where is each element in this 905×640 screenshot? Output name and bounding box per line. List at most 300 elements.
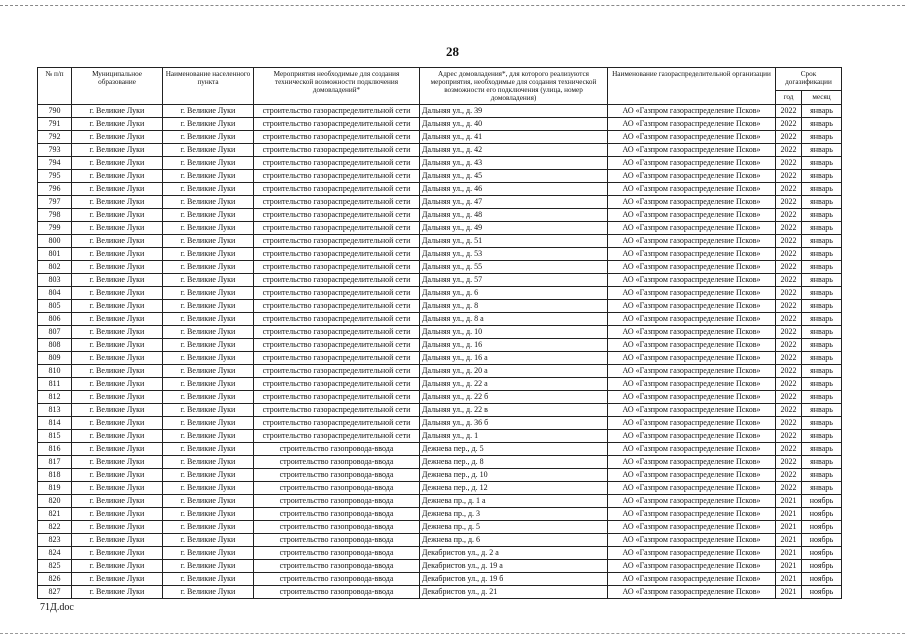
cell-organization: АО «Газпром газораспределение Псков» (608, 404, 776, 417)
cell-month: ноябрь (802, 547, 842, 560)
cell-year: 2022 (776, 482, 802, 495)
cell-settlement: г. Великие Луки (163, 235, 254, 248)
table-row (38, 105, 842, 118)
cell-year: 2022 (776, 222, 802, 235)
cell-organization: АО «Газпром газораспределение Псков» (608, 378, 776, 391)
cell-address: Дальняя ул., д. 42 (420, 144, 608, 157)
cell-municipality: г. Великие Луки (72, 547, 163, 560)
cell-year: 2021 (776, 521, 802, 534)
cell-organization: АО «Газпром газораспределение Псков» (608, 469, 776, 482)
cell-address: Дальняя ул., д. 48 (420, 209, 608, 222)
cell-measure: строительство газопровода-ввода (254, 482, 420, 495)
cell-organization: АО «Газпром газораспределение Псков» (608, 547, 776, 560)
table-row (38, 547, 842, 560)
table-row (38, 352, 842, 365)
cell-month: январь (802, 287, 842, 300)
table-row (38, 196, 842, 209)
cell-measure: строительство газораспределительной сети (254, 144, 420, 157)
gasification-table (37, 67, 842, 599)
cell-month: январь (802, 482, 842, 495)
cell-address: Дальняя ул., д. 22 б (420, 391, 608, 404)
table-row (38, 261, 842, 274)
cell-num: 790 (38, 105, 72, 118)
cell-year: 2022 (776, 196, 802, 209)
cell-year: 2022 (776, 352, 802, 365)
table-row (38, 118, 842, 131)
cell-month: январь (802, 391, 842, 404)
cell-measure: строительство газораспределительной сети (254, 417, 420, 430)
cell-settlement: г. Великие Луки (163, 105, 254, 118)
cell-organization: АО «Газпром газораспределение Псков» (608, 391, 776, 404)
header-term: Срок догазификации (776, 68, 842, 91)
cell-measure: строительство газораспределительной сети (254, 209, 420, 222)
cell-measure: строительство газораспределительной сети (254, 339, 420, 352)
cell-month: январь (802, 118, 842, 131)
cell-settlement: г. Великие Луки (163, 404, 254, 417)
cell-organization: АО «Газпром газораспределение Псков» (608, 287, 776, 300)
table-row (38, 300, 842, 313)
header-num: № п/п (38, 68, 72, 105)
table-row (38, 248, 842, 261)
cell-organization: АО «Газпром газораспределение Псков» (608, 365, 776, 378)
cell-num: 799 (38, 222, 72, 235)
cell-year: 2022 (776, 443, 802, 456)
cell-num: 812 (38, 391, 72, 404)
cell-num: 825 (38, 560, 72, 573)
cell-month: ноябрь (802, 495, 842, 508)
cell-municipality: г. Великие Луки (72, 560, 163, 573)
table-row (38, 222, 842, 235)
cell-municipality: г. Великие Луки (72, 222, 163, 235)
cell-organization: АО «Газпром газораспределение Псков» (608, 508, 776, 521)
cell-measure: строительство газораспределительной сети (254, 170, 420, 183)
table-row (38, 326, 842, 339)
cell-organization: АО «Газпром газораспределение Псков» (608, 573, 776, 586)
table-row (38, 274, 842, 287)
header-row (38, 68, 842, 91)
cell-municipality: г. Великие Луки (72, 105, 163, 118)
cell-address: Дальняя ул., д. 16 (420, 339, 608, 352)
table-row (38, 521, 842, 534)
cell-num: 804 (38, 287, 72, 300)
cell-municipality: г. Великие Луки (72, 404, 163, 417)
cell-month: январь (802, 352, 842, 365)
cell-settlement: г. Великие Луки (163, 482, 254, 495)
table-row (38, 378, 842, 391)
cell-month: январь (802, 274, 842, 287)
cell-municipality: г. Великие Луки (72, 261, 163, 274)
cell-municipality: г. Великие Луки (72, 274, 163, 287)
cell-measure: строительство газопровода-ввода (254, 586, 420, 599)
cell-address: Дальняя ул., д. 8 а (420, 313, 608, 326)
header-month: месяц (802, 90, 842, 104)
cell-num: 826 (38, 573, 72, 586)
cell-municipality: г. Великие Луки (72, 417, 163, 430)
cell-year: 2022 (776, 313, 802, 326)
table-row (38, 573, 842, 586)
cell-month: январь (802, 313, 842, 326)
cell-municipality: г. Великие Луки (72, 430, 163, 443)
table-row (38, 508, 842, 521)
table-row (38, 430, 842, 443)
cell-num: 821 (38, 508, 72, 521)
cell-organization: АО «Газпром газораспределение Псков» (608, 144, 776, 157)
cell-settlement: г. Великие Луки (163, 521, 254, 534)
cell-year: 2022 (776, 131, 802, 144)
cell-settlement: г. Великие Луки (163, 469, 254, 482)
table-row (38, 391, 842, 404)
cell-measure: строительство газораспределительной сети (254, 118, 420, 131)
cell-settlement: г. Великие Луки (163, 183, 254, 196)
cell-month: январь (802, 261, 842, 274)
cell-municipality: г. Великие Луки (72, 183, 163, 196)
cell-municipality: г. Великие Луки (72, 170, 163, 183)
cell-settlement: г. Великие Луки (163, 248, 254, 261)
cell-measure: строительство газопровода-ввода (254, 521, 420, 534)
header-year: год (776, 90, 802, 104)
cell-municipality: г. Великие Луки (72, 287, 163, 300)
table-row (38, 235, 842, 248)
cell-organization: АО «Газпром газораспределение Псков» (608, 313, 776, 326)
cell-settlement: г. Великие Луки (163, 339, 254, 352)
cell-measure: строительство газораспределительной сети (254, 404, 420, 417)
cell-year: 2022 (776, 183, 802, 196)
cell-month: ноябрь (802, 586, 842, 599)
cell-municipality: г. Великие Луки (72, 339, 163, 352)
cell-num: 817 (38, 456, 72, 469)
cell-measure: строительство газораспределительной сети (254, 105, 420, 118)
cell-settlement: г. Великие Луки (163, 560, 254, 573)
cell-address: Декабристов ул., д. 21 (420, 586, 608, 599)
cell-organization: АО «Газпром газораспределение Псков» (608, 521, 776, 534)
cell-address: Декабристов ул., д. 19 б (420, 573, 608, 586)
table-row (38, 482, 842, 495)
cell-measure: строительство газораспределительной сети (254, 131, 420, 144)
cell-organization: АО «Газпром газораспределение Псков» (608, 560, 776, 573)
cell-year: 2022 (776, 209, 802, 222)
cell-month: ноябрь (802, 534, 842, 547)
cell-settlement: г. Великие Луки (163, 144, 254, 157)
page-number: 28 (446, 44, 459, 59)
cell-measure: строительство газораспределительной сети (254, 326, 420, 339)
cell-municipality: г. Великие Луки (72, 365, 163, 378)
header-settlement: Наименование населенного пункта (163, 68, 254, 105)
cell-month: январь (802, 456, 842, 469)
cell-address: Дежнева пер., д. 8 (420, 456, 608, 469)
table-row (38, 456, 842, 469)
cell-num: 805 (38, 300, 72, 313)
cell-organization: АО «Газпром газораспределение Псков» (608, 456, 776, 469)
cell-month: январь (802, 365, 842, 378)
cell-organization: АО «Газпром газораспределение Псков» (608, 209, 776, 222)
cell-address: Дальняя ул., д. 22 в (420, 404, 608, 417)
table-row (38, 404, 842, 417)
table-row (38, 495, 842, 508)
cell-organization: АО «Газпром газораспределение Псков» (608, 222, 776, 235)
cell-num: 814 (38, 417, 72, 430)
cell-municipality: г. Великие Луки (72, 235, 163, 248)
cell-municipality: г. Великие Луки (72, 495, 163, 508)
cell-measure: строительство газопровода-ввода (254, 508, 420, 521)
cell-measure: строительство газораспределительной сети (254, 287, 420, 300)
cell-year: 2022 (776, 105, 802, 118)
cell-num: 792 (38, 131, 72, 144)
cell-measure: строительство газопровода-ввода (254, 560, 420, 573)
cell-num: 811 (38, 378, 72, 391)
cell-measure: строительство газораспределительной сети (254, 196, 420, 209)
cell-settlement: г. Великие Луки (163, 274, 254, 287)
cell-measure: строительство газопровода-ввода (254, 469, 420, 482)
cell-num: 827 (38, 586, 72, 599)
cell-month: январь (802, 300, 842, 313)
cell-num: 813 (38, 404, 72, 417)
cell-municipality: г. Великие Луки (72, 196, 163, 209)
table-row (38, 144, 842, 157)
cell-municipality: г. Великие Луки (72, 378, 163, 391)
cell-organization: АО «Газпром газораспределение Псков» (608, 482, 776, 495)
cell-address: Дальняя ул., д. 47 (420, 196, 608, 209)
cell-year: 2022 (776, 144, 802, 157)
cell-num: 818 (38, 469, 72, 482)
cell-municipality: г. Великие Луки (72, 248, 163, 261)
cell-settlement: г. Великие Луки (163, 508, 254, 521)
cell-year: 2021 (776, 534, 802, 547)
cell-num: 822 (38, 521, 72, 534)
cell-settlement: г. Великие Луки (163, 534, 254, 547)
cell-organization: АО «Газпром газораспределение Псков» (608, 326, 776, 339)
cell-settlement: г. Великие Луки (163, 313, 254, 326)
cell-address: Дальняя ул., д. 20 а (420, 365, 608, 378)
cell-year: 2022 (776, 118, 802, 131)
cell-month: январь (802, 170, 842, 183)
cell-year: 2022 (776, 170, 802, 183)
cell-settlement: г. Великие Луки (163, 586, 254, 599)
cell-organization: АО «Газпром газораспределение Псков» (608, 157, 776, 170)
table-row (38, 131, 842, 144)
cell-year: 2022 (776, 378, 802, 391)
table-row (38, 560, 842, 573)
cell-organization: АО «Газпром газораспределение Псков» (608, 183, 776, 196)
cell-settlement: г. Великие Луки (163, 547, 254, 560)
cell-num: 802 (38, 261, 72, 274)
cell-organization: АО «Газпром газораспределение Псков» (608, 339, 776, 352)
cell-settlement: г. Великие Луки (163, 131, 254, 144)
cell-organization: АО «Газпром газораспределение Псков» (608, 261, 776, 274)
cell-num: 808 (38, 339, 72, 352)
cell-settlement: г. Великие Луки (163, 118, 254, 131)
cell-settlement: г. Великие Луки (163, 417, 254, 430)
cell-measure: строительство газораспределительной сети (254, 313, 420, 326)
cell-year: 2022 (776, 274, 802, 287)
cell-num: 796 (38, 183, 72, 196)
cell-municipality: г. Великие Луки (72, 118, 163, 131)
cell-year: 2022 (776, 456, 802, 469)
cell-address: Дальняя ул., д. 43 (420, 157, 608, 170)
cell-municipality: г. Великие Луки (72, 300, 163, 313)
cell-year: 2022 (776, 326, 802, 339)
cell-year: 2021 (776, 586, 802, 599)
cell-address: Декабристов ул., д. 2 а (420, 547, 608, 560)
cell-municipality: г. Великие Луки (72, 586, 163, 599)
cell-year: 2022 (776, 391, 802, 404)
cell-address: Дежнева пер., д. 12 (420, 482, 608, 495)
cell-settlement: г. Великие Луки (163, 430, 254, 443)
cell-month: январь (802, 378, 842, 391)
cell-year: 2022 (776, 248, 802, 261)
cell-measure: строительство газораспределительной сети (254, 352, 420, 365)
cell-year: 2022 (776, 417, 802, 430)
cell-settlement: г. Великие Луки (163, 300, 254, 313)
cell-month: январь (802, 404, 842, 417)
cell-month: ноябрь (802, 573, 842, 586)
cell-num: 794 (38, 157, 72, 170)
cell-organization: АО «Газпром газораспределение Псков» (608, 586, 776, 599)
cell-municipality: г. Великие Луки (72, 469, 163, 482)
cell-organization: АО «Газпром газораспределение Псков» (608, 443, 776, 456)
cell-address: Дальняя ул., д. 39 (420, 105, 608, 118)
cell-year: 2021 (776, 547, 802, 560)
cell-year: 2022 (776, 300, 802, 313)
cell-measure: строительство газораспределительной сети (254, 430, 420, 443)
cell-measure: строительство газораспределительной сети (254, 274, 420, 287)
cell-month: январь (802, 339, 842, 352)
cell-year: 2022 (776, 235, 802, 248)
cell-num: 809 (38, 352, 72, 365)
cell-year: 2022 (776, 469, 802, 482)
cell-address: Дальняя ул., д. 51 (420, 235, 608, 248)
cell-organization: АО «Газпром газораспределение Псков» (608, 248, 776, 261)
scan-edge-top (0, 0, 905, 6)
cell-address: Дежнева пер., д. 5 (420, 443, 608, 456)
cell-measure: строительство газопровода-ввода (254, 443, 420, 456)
cell-municipality: г. Великие Луки (72, 508, 163, 521)
cell-address: Дальняя ул., д. 10 (420, 326, 608, 339)
cell-year: 2022 (776, 287, 802, 300)
cell-address: Дальняя ул., д. 36 б (420, 417, 608, 430)
cell-month: ноябрь (802, 508, 842, 521)
cell-address: Дальняя ул., д. 45 (420, 170, 608, 183)
cell-organization: АО «Газпром газораспределение Псков» (608, 105, 776, 118)
cell-address: Дальняя ул., д. 8 (420, 300, 608, 313)
cell-settlement: г. Великие Луки (163, 287, 254, 300)
cell-num: 824 (38, 547, 72, 560)
cell-month: ноябрь (802, 521, 842, 534)
cell-municipality: г. Великие Луки (72, 534, 163, 547)
cell-municipality: г. Великие Луки (72, 326, 163, 339)
cell-municipality: г. Великие Луки (72, 352, 163, 365)
table-row (38, 157, 842, 170)
cell-measure: строительство газопровода-ввода (254, 456, 420, 469)
cell-month: январь (802, 430, 842, 443)
cell-municipality: г. Великие Луки (72, 313, 163, 326)
cell-num: 820 (38, 495, 72, 508)
cell-month: январь (802, 222, 842, 235)
table-row (38, 183, 842, 196)
cell-num: 819 (38, 482, 72, 495)
cell-settlement: г. Великие Луки (163, 365, 254, 378)
cell-address: Дальняя ул., д. 57 (420, 274, 608, 287)
cell-address: Дальняя ул., д. 49 (420, 222, 608, 235)
cell-measure: строительство газораспределительной сети (254, 300, 420, 313)
cell-month: ноябрь (802, 560, 842, 573)
cell-settlement: г. Великие Луки (163, 391, 254, 404)
header-organization: Наименование газораспределительной организации (608, 68, 776, 105)
cell-organization: АО «Газпром газораспределение Псков» (608, 274, 776, 287)
cell-year: 2021 (776, 508, 802, 521)
table-row (38, 534, 842, 547)
cell-month: январь (802, 144, 842, 157)
cell-address: Дальняя ул., д. 53 (420, 248, 608, 261)
cell-measure: строительство газораспределительной сети (254, 222, 420, 235)
cell-municipality: г. Великие Луки (72, 443, 163, 456)
cell-num: 823 (38, 534, 72, 547)
cell-organization: АО «Газпром газораспределение Псков» (608, 430, 776, 443)
cell-num: 797 (38, 196, 72, 209)
table-row (38, 469, 842, 482)
cell-num: 793 (38, 144, 72, 157)
cell-measure: строительство газораспределительной сети (254, 248, 420, 261)
scan-edge-bottom (0, 633, 905, 640)
cell-month: январь (802, 417, 842, 430)
header-municipality: Муниципальное образование (72, 68, 163, 105)
cell-address: Дальняя ул., д. 16 а (420, 352, 608, 365)
cell-settlement: г. Великие Луки (163, 352, 254, 365)
cell-num: 791 (38, 118, 72, 131)
table-row (38, 586, 842, 599)
cell-measure: строительство газораспределительной сети (254, 378, 420, 391)
cell-year: 2022 (776, 157, 802, 170)
cell-address: Дальняя ул., д. 6 (420, 287, 608, 300)
cell-num: 800 (38, 235, 72, 248)
table-row (38, 339, 842, 352)
cell-month: январь (802, 105, 842, 118)
cell-measure: строительство газораспределительной сети (254, 365, 420, 378)
cell-month: январь (802, 183, 842, 196)
cell-organization: АО «Газпром газораспределение Псков» (608, 300, 776, 313)
cell-address: Дежнева пр., д. 6 (420, 534, 608, 547)
cell-measure: строительство газопровода-ввода (254, 573, 420, 586)
cell-measure: строительство газораспределительной сети (254, 235, 420, 248)
cell-month: январь (802, 469, 842, 482)
cell-organization: АО «Газпром газораспределение Псков» (608, 534, 776, 547)
cell-municipality: г. Великие Луки (72, 131, 163, 144)
cell-address: Дальняя ул., д. 40 (420, 118, 608, 131)
cell-municipality: г. Великие Луки (72, 157, 163, 170)
cell-municipality: г. Великие Луки (72, 144, 163, 157)
cell-municipality: г. Великие Луки (72, 209, 163, 222)
cell-settlement: г. Великие Луки (163, 209, 254, 222)
cell-address: Дальняя ул., д. 55 (420, 261, 608, 274)
cell-settlement: г. Великие Луки (163, 378, 254, 391)
cell-organization: АО «Газпром газораспределение Псков» (608, 235, 776, 248)
cell-month: январь (802, 235, 842, 248)
cell-address: Дежнева пер., д. 10 (420, 469, 608, 482)
cell-num: 801 (38, 248, 72, 261)
cell-settlement: г. Великие Луки (163, 495, 254, 508)
document-filename: 71Д.doc (40, 602, 74, 613)
cell-num: 807 (38, 326, 72, 339)
table-row (38, 287, 842, 300)
table-row (38, 170, 842, 183)
cell-settlement: г. Великие Луки (163, 456, 254, 469)
cell-organization: АО «Газпром газораспределение Псков» (608, 352, 776, 365)
cell-settlement: г. Великие Луки (163, 573, 254, 586)
table-row (38, 417, 842, 430)
table-row (38, 313, 842, 326)
table-body (38, 105, 842, 599)
cell-municipality: г. Великие Луки (72, 391, 163, 404)
cell-address: Дальняя ул., д. 46 (420, 183, 608, 196)
